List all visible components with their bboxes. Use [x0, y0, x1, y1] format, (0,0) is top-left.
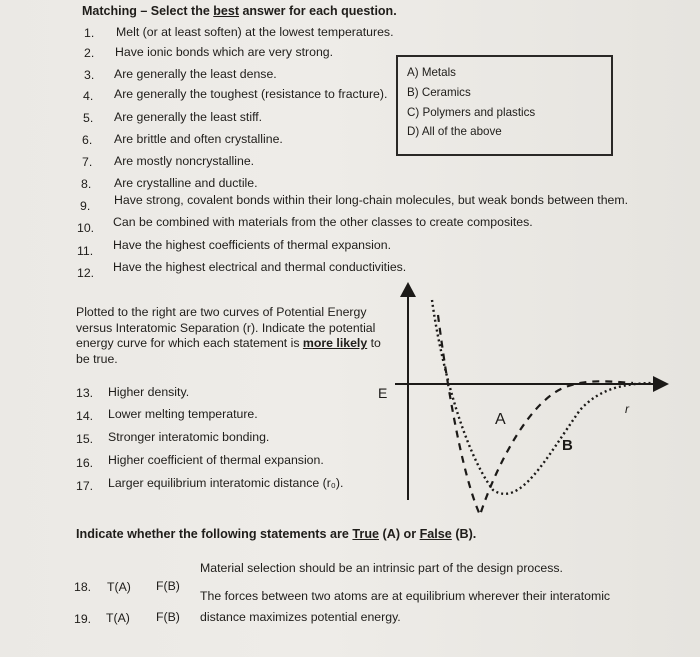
option-ceramics: B) Ceramics	[407, 86, 471, 99]
curve-b-label: B	[562, 437, 573, 454]
header-best: best	[213, 4, 239, 18]
matching-num: 4.	[83, 89, 94, 103]
matching-num: 5.	[83, 111, 94, 125]
tf-statement: The forces between two atoms are at equilibrium wherever their interatomic	[200, 589, 611, 603]
energy-item: Higher density.	[108, 385, 190, 399]
energy-intro	[76, 305, 386, 367]
curve-a	[438, 315, 633, 515]
tf-header-false: False	[419, 527, 452, 541]
curve-b	[432, 300, 657, 494]
energy-num: 17.	[76, 479, 94, 493]
matching-num: 1.	[84, 26, 95, 40]
energy-intro-tail: to be true.	[76, 336, 381, 366]
tf-num: 19.	[74, 612, 92, 626]
energy-num: 13.	[76, 386, 94, 400]
energy-num: 14.	[76, 409, 94, 423]
e-axis-label: E	[378, 385, 388, 401]
matching-item: Are brittle and often crystalline.	[114, 132, 283, 146]
tf-header-suffix: (B).	[451, 527, 477, 541]
energy-item: Larger equilibrium interatomic distance (r₀).	[108, 476, 344, 490]
tf-false-choice[interactable]: F(B)	[156, 610, 180, 624]
matching-item: Have the highest electrical and thermal conductivities.	[113, 260, 407, 274]
matching-item: Are generally the least dense.	[114, 67, 277, 81]
e-axis-arrow	[400, 282, 416, 297]
matching-item: Have ionic bonds which are very strong.	[115, 45, 334, 59]
matching-num: 2.	[84, 46, 95, 60]
matching-item: Are generally the toughest (resistance to fracture).	[114, 87, 388, 101]
matching-num: 6.	[82, 133, 93, 147]
option-all: D) All of the above	[407, 125, 502, 138]
matching-num: 11.	[77, 244, 94, 258]
tf-header-prefix: Indicate whether the following statements are	[76, 527, 353, 541]
matching-item: Can be combined with materials from the other classes to create composites.	[113, 215, 533, 229]
header-suffix: answer for each question.	[238, 4, 397, 18]
matching-item: Are mostly noncrystalline.	[114, 154, 255, 168]
matching-num: 8.	[81, 177, 92, 191]
energy-item: Stronger interatomic bonding.	[108, 430, 270, 444]
tf-true-choice[interactable]: T(A)	[106, 611, 130, 625]
answer-options-box	[396, 55, 613, 156]
energy-num: 16.	[76, 456, 94, 470]
option-polymers: C) Polymers and plastics	[407, 106, 536, 119]
energy-item: Higher coefficient of thermal expansion.	[108, 453, 324, 467]
tf-header-middle: (A) or	[379, 527, 420, 541]
energy-intro-emph: more likely	[302, 336, 368, 351]
matching-num: 12.	[77, 266, 95, 280]
matching-item: Have strong, covalent bonds within their long-chain molecules, but weak bonds between them.	[114, 193, 629, 207]
tf-statement-continued: distance maximizes potential energy.	[200, 610, 401, 624]
energy-num: 15.	[76, 432, 94, 446]
tf-num: 18.	[74, 580, 92, 594]
energy-item: Lower melting temperature.	[108, 407, 258, 421]
true-false-header	[76, 527, 476, 541]
curve-a-label: A	[495, 411, 506, 428]
matching-item: Are generally the least stiff.	[114, 110, 263, 124]
r-axis-label: r	[625, 402, 629, 416]
matching-num: 10.	[77, 221, 95, 235]
tf-false-choice[interactable]: F(B)	[156, 579, 180, 593]
header-prefix: Matching – Select the	[82, 4, 214, 18]
matching-num: 3.	[84, 68, 95, 82]
tf-true-choice[interactable]: T(A)	[107, 580, 131, 594]
matching-num: 9.	[80, 199, 91, 213]
matching-header	[82, 4, 397, 19]
option-metals: A) Metals	[407, 66, 456, 79]
matching-item: Melt (or at least soften) at the lowest temperatures.	[116, 25, 394, 39]
energy-curve-plot	[378, 280, 670, 530]
tf-header-true: True	[352, 527, 380, 541]
matching-item: Are crystalline and ductile.	[114, 176, 258, 190]
matching-num: 7.	[82, 155, 93, 169]
energy-intro-text: Plotted to the right are two curves of Potential Energy versus Interatomic Separation (r). Indicate the potential energy curve for which each statement is	[76, 305, 376, 351]
tf-statement: Material selection should be an intrinsic part of the design process.	[200, 561, 563, 575]
matching-item: Have the highest coefficients of thermal expansion.	[113, 238, 391, 252]
